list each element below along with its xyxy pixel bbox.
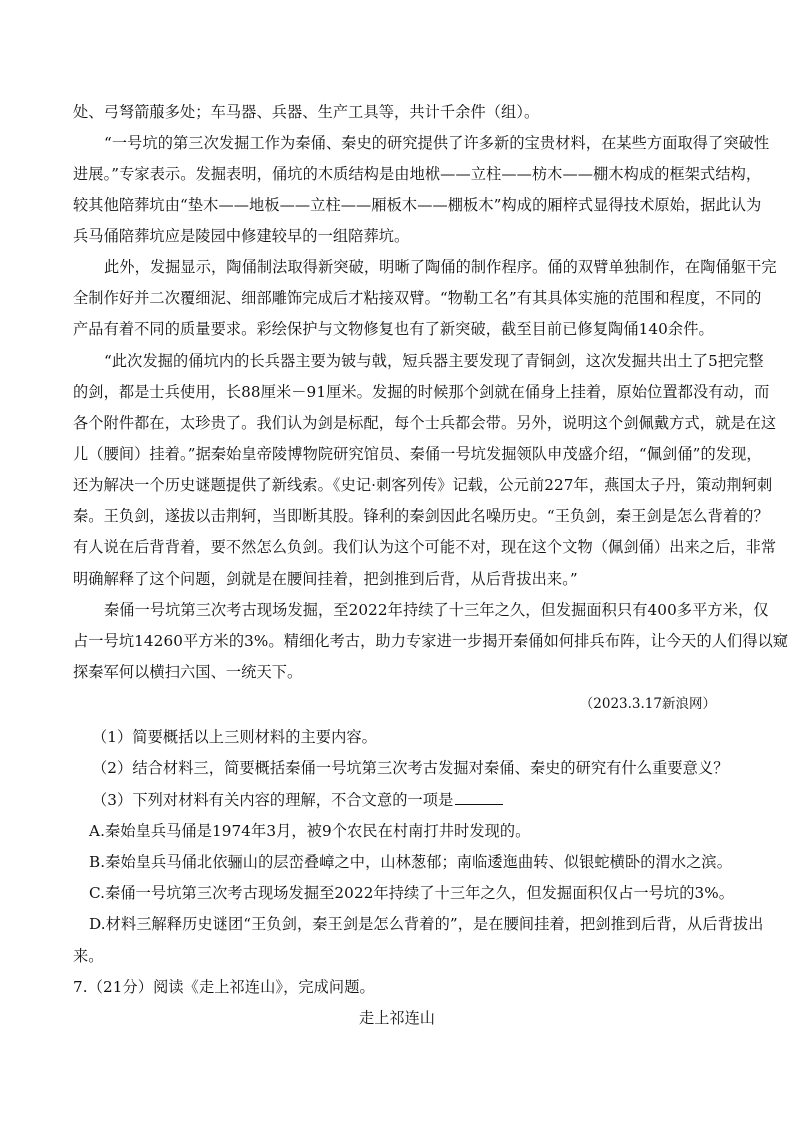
paragraph-line: “此次发掘的俑坑内的长兵器主要为铍与戟，短兵器主要发现了青铜剑，这次发掘共出土了5把完整: [104, 352, 764, 370]
option-b: B.秦始皇兵马俑北依骊山的层峦叠嶂之中，山林葱郁；南临逶迤曲转、似银蛇横卧的渭水之滨。: [89, 853, 732, 871]
option-a: A.秦始皇兵马俑是1974年3月，被9个农民在村南打井时发现的。: [89, 822, 531, 840]
paragraph-line: 探秦军何以横扫六国、一统天下。: [73, 663, 303, 681]
option-d: D.材料三解释历史谜团“王负剑，秦王剑是怎么背着的”，是在腰间挂着，把剑推到后背，从后背拔出: [89, 915, 764, 933]
paragraph-line: 各个附件都在，太珍贵了。我们认为剑是标配，每个士兵都会带。另外，说明这个剑佩戴方式，就是在这: [73, 414, 777, 432]
paragraph-line: 儿（腰间）挂着。”据秦始皇帝陵博物院研究馆员、秦俑一号坑发掘领队申茂盛介绍，“佩剑俑”的发现，: [73, 445, 762, 463]
paragraph-line: 秦。王负剑，遂拔以击荆轲，当即断其股。锋利的秦剑因此名噪历史。“王负剑，秦王剑是怎么背着的？: [73, 507, 769, 525]
question-3-text: （3）下列对材料有关内容的理解，不合文意的一项是: [92, 791, 454, 809]
question-1: （1）简要概括以上三则材料的主要内容。: [92, 728, 377, 746]
paragraph-line: 进展。”专家表示。发掘表明，俑坑的木质结构是由地栿——立柱——枋木——棚木构成的框架式结构，: [73, 165, 762, 183]
question-2: （2）结合材料三，简要概括秦俑一号坑第三次考古发掘对秦俑、秦史的研究有什么重要意义？: [92, 759, 729, 777]
paragraph-line: 还为解决一个历史谜题提供了新线索。《史记·刺客列传》记载，公元前227年，燕国太子丹，策动荆轲刺: [73, 476, 773, 494]
paragraph-line: 的剑，都是士兵使用，长88厘米－91厘米。发掘的时候那个剑就在俑身上挂着，原始位置都没有动，而: [73, 383, 770, 401]
option-c: C.秦俑一号坑第三次考古现场发掘至2022年持续了十三年之久，但发掘面积仅占一号坑的3%。: [89, 884, 735, 902]
paragraph-line: 产品有着不同的质量要求。彩绘保护与文物修复也有了新突破，截至目前已修复陶俑140余件。: [73, 320, 714, 338]
paragraph-line: 兵马俑陪葬坑应是陵园中修建较早的一组陪葬坑。: [73, 227, 410, 245]
question-3: [92, 790, 503, 810]
article-title: 走上祁连山: [359, 1009, 435, 1027]
paragraph-line: 较其他陪葬坑由“垫木——地板——立柱——厢板木——棚板木”构成的厢梓式显得技术原始，据此认为: [73, 196, 762, 214]
paragraph-line: 全制作好并二次覆细泥、细部雕饰完成后才粘接双臂。“物勒工名”有其具体实施的范围和程度，不同的: [73, 289, 762, 307]
option-d-continuation: 来。: [73, 947, 104, 965]
paragraph-line: 秦俑一号坑第三次考古现场发掘，至2022年持续了十三年之久，但发掘面积只有400多平方米，仅: [104, 601, 769, 619]
paragraph-line: 占一号坑14260平方米的3%。精细化考古，助力专家进一步揭开秦俑如何排兵布阵，让今天的人们得以窥: [73, 632, 789, 650]
question-7-heading: 7.（21分）阅读《走上祁连山》，完成问题。: [73, 978, 375, 996]
paragraph-line: 有人说在后背背着，要不然怎么负剑。我们认为这个可能不对，现在这个文物（佩剑俑）出来之后，非常: [73, 538, 777, 556]
source-citation: （2023.3.17新浪网）: [579, 696, 716, 712]
answer-blank[interactable]: [455, 790, 503, 805]
paragraph-line: 明确解释了这个问题，剑就是在腰间挂着，把剑推到后背，从后背拔出来。”: [73, 570, 578, 588]
paragraph-line: 处、弓弩箭菔多处；车马器、兵器、生产工具等，共计千余件（组）。: [73, 103, 540, 121]
paragraph-line: “一号坑的第三次发掘工作为秦俑、秦史的研究提供了许多新的宝贵材料，在某些方面取得了突破性: [104, 134, 770, 152]
paragraph-line: 此外，发掘显示，陶俑制法取得新突破，明晰了陶俑的制作程序。俑的双臂单独制作，在陶俑躯干完: [104, 258, 777, 276]
